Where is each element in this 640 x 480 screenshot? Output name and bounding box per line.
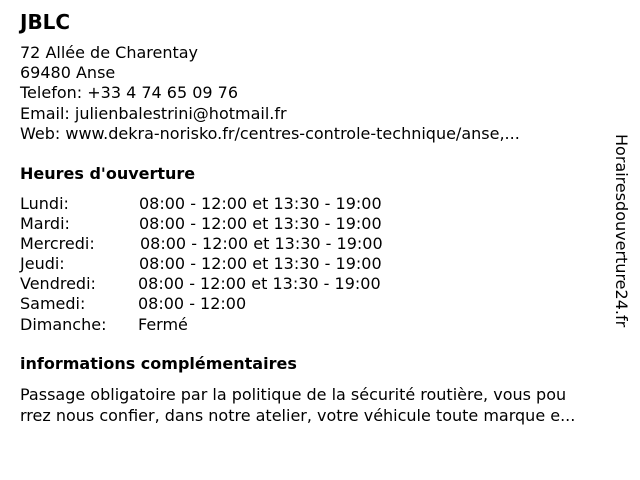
website-url: Web: www.dekra-norisko.fr/centres-controle-technique/anse,... <box>20 123 520 143</box>
additional-info-heading: informations complémentaires <box>20 354 297 373</box>
day-times: 08:00 - 12:00 et 13:30 - 19:00 <box>139 194 382 213</box>
email-address: Email: julienbalestrini@hotmail.fr <box>20 103 287 123</box>
day-times: Fermé <box>138 314 188 334</box>
day-label: Vendredi: <box>20 274 96 294</box>
info-text-line: Passage obligatoire par la politique de la sécurité routière, vous pou <box>20 385 567 404</box>
address-city: 69480 Anse <box>20 63 116 83</box>
day-label: Jeudi: <box>20 254 65 274</box>
day-label: Mardi: <box>20 214 70 234</box>
contact-details <box>20 43 520 144</box>
day-times: 08:00 - 12:00 et 13:30 - 19:00 <box>138 274 381 294</box>
day-times: 08:00 - 12:00 et 13:30 - 19:00 <box>140 234 383 254</box>
info-text-line: rrez nous confier, dans notre atelier, votre véhicule toute marque e... <box>20 406 576 425</box>
day-label: Samedi: <box>20 294 86 314</box>
additional-info-text <box>20 384 630 426</box>
opening-hours-heading: Heures d'ouverture <box>20 164 196 183</box>
day-label: Lundi: <box>20 194 69 213</box>
business-name: JBLC <box>20 10 71 34</box>
site-watermark: Horairesdouverture24.fr <box>612 134 631 328</box>
day-times: 08:00 - 12:00 et 13:30 - 19:00 <box>139 214 382 234</box>
day-times: 08:00 - 12:00 <box>138 294 247 314</box>
address-street: 72 Allée de Charentay <box>20 43 199 62</box>
day-times: 08:00 - 12:00 et 13:30 - 19:00 <box>139 254 382 274</box>
day-label: Dimanche: <box>20 314 107 334</box>
phone-number: Telefon: +33 4 74 65 09 76 <box>20 83 239 103</box>
day-label: Mercredi: <box>20 234 95 254</box>
